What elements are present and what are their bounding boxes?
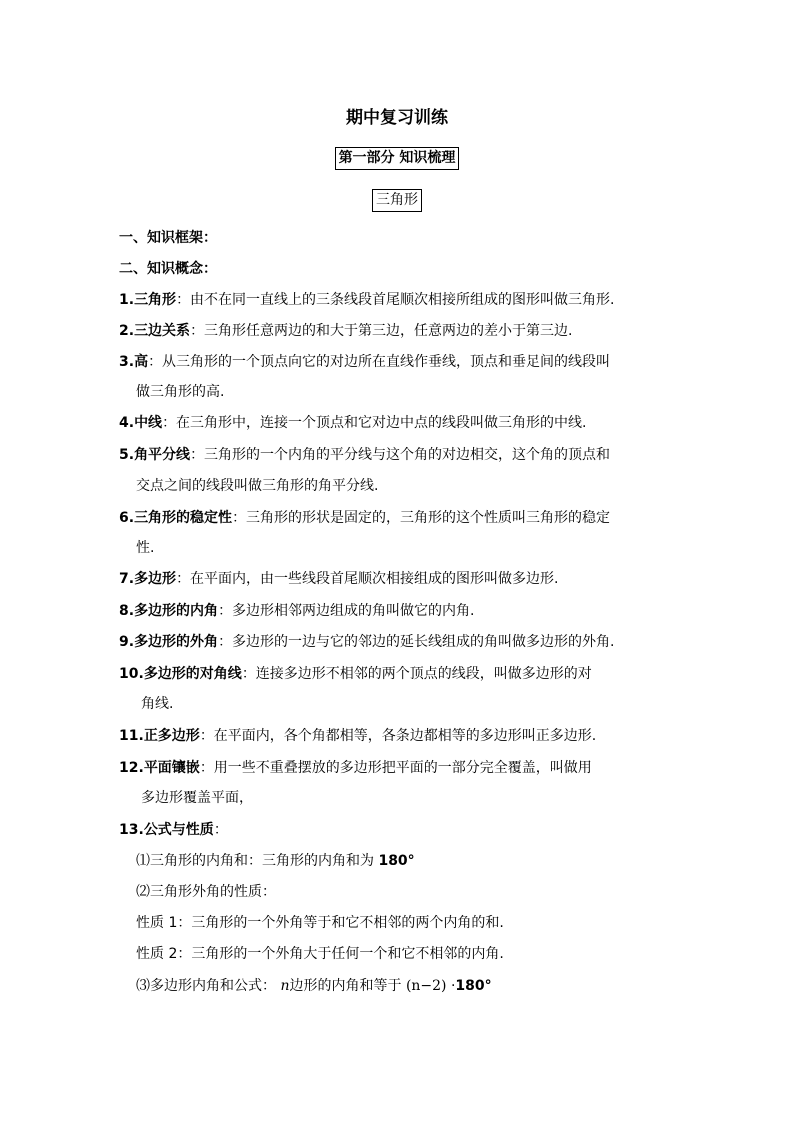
- formula-polygon-sum: [136, 976, 492, 996]
- item-term: 高: [134, 354, 149, 370]
- item-number: 7.: [119, 571, 135, 587]
- section-concepts: 二、知识概念：: [119, 261, 217, 277]
- item-term: 多边形的内角: [134, 603, 219, 619]
- page-title: 期中复习训练: [346, 108, 448, 128]
- item-text: ：用一些不重叠摆放的多边形把平面的一部分完全覆盖，叫做用: [199, 760, 592, 776]
- item-continuation: 做三角形的高.: [136, 384, 225, 400]
- part-heading: 第一部分 知识梳理: [335, 147, 460, 170]
- item-continuation: 多边形覆盖平面，: [141, 790, 253, 806]
- item-text: ：三角形的形状是固定的，三角形的这个性质叫三角形的稳定: [232, 510, 611, 526]
- property-1: 性质 1：三角形的一个外角等于和它不相邻的两个内角的和.: [136, 915, 504, 931]
- topic-heading-row: [0, 189, 794, 212]
- concept-item: [119, 508, 610, 528]
- item-term: 公式与性质: [143, 822, 214, 838]
- item-text: ：多边形相邻两边组成的角叫做它的内角.: [218, 603, 475, 619]
- item-number: 11.: [119, 728, 144, 744]
- item-text: ：在三角形中，连接一个顶点和它对边中点的线段叫做三角形的中线.: [162, 415, 587, 431]
- item-number: 12.: [119, 760, 144, 776]
- item-text: ：在平面内，由一些线段首尾顺次相接组成的图形叫做多边形.: [176, 571, 559, 587]
- item-term: 角平分线: [134, 447, 191, 463]
- concept-item: [119, 352, 610, 372]
- formula-label: ⑴三角形的内角和：三角形的内角和为: [136, 853, 374, 869]
- item-number: 6.: [119, 510, 135, 526]
- concept-item: [119, 632, 615, 652]
- item-number: 1.: [119, 292, 135, 308]
- concept-item: [119, 601, 475, 621]
- item-number: 5.: [119, 447, 135, 463]
- item-term: 多边形的对角线: [143, 666, 242, 682]
- item-term: 多边形: [134, 571, 177, 587]
- item-number: 10.: [119, 666, 144, 682]
- item-text: ：连接多边形不相邻的两个顶点的线段，叫做多边形的对: [241, 666, 592, 682]
- concept-item: [119, 726, 596, 746]
- item-continuation: 角线.: [141, 696, 174, 712]
- item-term: 正多边形: [143, 728, 200, 744]
- item-term: 中线: [134, 415, 163, 431]
- item-term: 平面镶嵌: [143, 760, 200, 776]
- item-number: 4.: [119, 415, 135, 431]
- formula-variable: n: [280, 978, 290, 994]
- item-number: 9.: [119, 634, 135, 650]
- item-term: 三角形: [134, 292, 177, 308]
- formula-value: 180°: [378, 853, 415, 869]
- item-text: ：由不在同一直线上的三条线段首尾顺次相接所组成的图形叫做三角形.: [176, 292, 615, 308]
- property-2: 性质 2：三角形的一个外角大于任何一个和它不相邻的内角.: [136, 946, 504, 962]
- item-number: 13.: [119, 822, 144, 838]
- item-text: ：多边形的一边与它的邻边的延长线组成的角叫做多边形的外角.: [218, 634, 615, 650]
- item-term: 三角形的稳定性: [134, 510, 233, 526]
- item-continuation: 交点之间的线段叫做三角形的角平分线.: [136, 478, 379, 494]
- formula-value: 180°: [455, 978, 492, 994]
- item-text: ：三角形的一个内角的平分线与这个角的对边相交，这个角的顶点和: [190, 447, 611, 463]
- formula-expression: (n−2): [405, 978, 447, 994]
- concept-item: [119, 820, 228, 840]
- formula-text: 边形的内角和等于: [289, 978, 402, 994]
- formula-dot: ·: [450, 978, 456, 994]
- item-text: ：从三角形的一个顶点向它的对边所在直线作垂线，顶点和垂足间的线段叫: [148, 354, 611, 370]
- concept-item: [119, 569, 559, 589]
- concept-item: [119, 321, 573, 341]
- item-text: ：在平面内，各个角都相等，各条边都相等的多边形叫正多边形.: [199, 728, 597, 744]
- item-text: ：: [213, 822, 228, 838]
- item-term: 多边形的外角: [134, 634, 219, 650]
- item-continuation: 性.: [136, 540, 155, 556]
- topic-heading: 三角形: [372, 189, 422, 212]
- item-number: 8.: [119, 603, 135, 619]
- part-heading-row: [0, 147, 794, 170]
- formula-angle-sum: [136, 851, 415, 871]
- formula-exterior-heading: ⑵三角形外角的性质：: [136, 884, 276, 900]
- item-term: 三边关系: [134, 323, 191, 339]
- item-number: 2.: [119, 323, 135, 339]
- section-framework: 一、知识框架：: [119, 230, 217, 246]
- item-number: 3.: [119, 354, 135, 370]
- formula-label: ⑶多边形内角和公式：: [136, 978, 276, 994]
- concept-item: [119, 445, 610, 465]
- concept-item: [119, 664, 592, 684]
- item-text: ：三角形任意两边的和大于第三边，任意两边的差小于第三边.: [190, 323, 573, 339]
- concept-item: [119, 758, 592, 778]
- concept-item: [119, 413, 587, 433]
- concept-item: [119, 290, 615, 310]
